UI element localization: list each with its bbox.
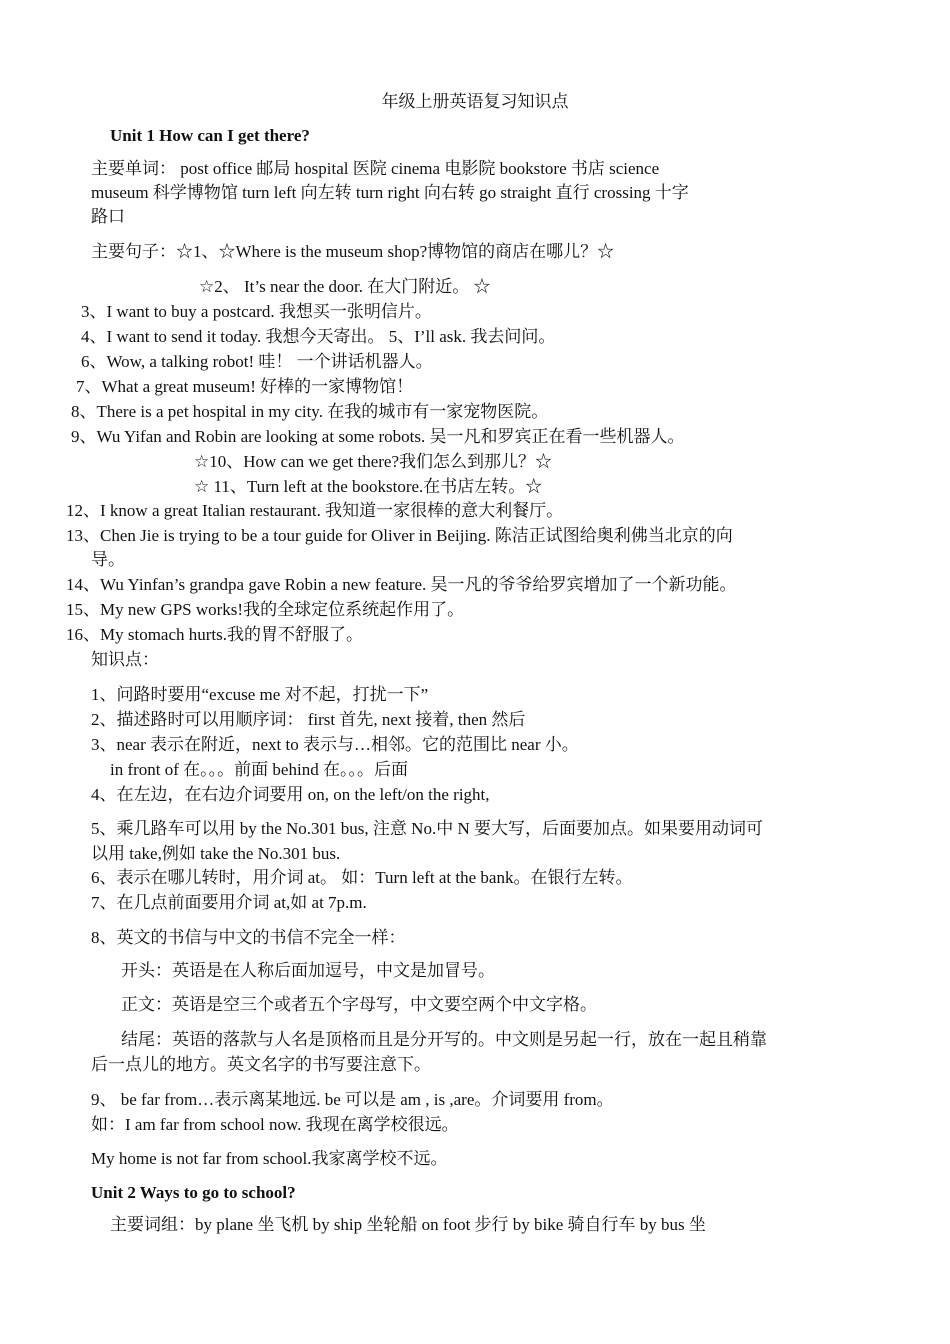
- sentence-16: 16、My stomach hurts.我的胃不舒服了。: [66, 625, 364, 644]
- sentence-12: 12、I know a great Italian restaurant. 我知道一家很棒的意大利餐厅。: [66, 501, 564, 520]
- point-9-example-2: My home is not far from school.我家离学校不远。: [91, 1149, 448, 1168]
- point-9-example-1: 如：I am far from school now. 我现在离学校很远。: [91, 1115, 459, 1134]
- point-8-opening: 开头：英语是在人称后面加逗号，中文是加冒号。: [121, 961, 495, 980]
- sentence-9: 9、Wu Yifan and Robin are looking at some robots. 吴一凡和罗宾正在看一些机器人。: [71, 427, 685, 446]
- point-2: 2、描述路时可以用顺序词： first 首先, next 接着, then 然后: [91, 710, 526, 729]
- sentence-6: 6、Wow, a talking robot! 哇！ 一个讲话机器人。: [81, 352, 433, 371]
- sentence-13-cont: 导。: [91, 550, 125, 569]
- sentence-4-5: 4、I want to send it today. 我想今天寄出。 5、I’ll ask. 我去问问。: [81, 327, 556, 346]
- vocab-line-2: museum 科学博物馆 turn left 向左转 turn right 向右转 go straight 直行 crossing 十字: [91, 183, 689, 202]
- point-8: 8、英文的书信与中文的书信不完全一样：: [91, 928, 406, 947]
- unit-2-phrases: 主要词组：by plane 坐飞机 by ship 坐轮船 on foot 步行 by bike 骑自行车 by bus 坐: [110, 1215, 706, 1234]
- sentence-8: 8、There is a pet hospital in my city. 在我的城市有一家宠物医院。: [71, 402, 549, 421]
- sentence-13: 13、Chen Jie is trying to be a tour guide for Oliver in Beijing. 陈洁正试图给奥利佛当北京的向: [66, 526, 733, 545]
- sentence-15: 15、My new GPS works!我的全球定位系统起作用了。: [66, 600, 465, 619]
- point-1: 1、问路时要用“excuse me 对不起，打扰一下”: [91, 685, 429, 704]
- point-5: 5、乘几路车可以用 by the No.301 bus, 注意 No.中 N 要大写，后面要加点。如果要用动词可: [91, 819, 763, 838]
- point-8-closing: 结尾：英语的落款与人名是顶格而且是分开写的。中文则是另起一行，放在一起且稍靠: [121, 1030, 767, 1049]
- point-5-cont: 以用 take,例如 take the No.301 bus.: [91, 844, 341, 863]
- sentence-11: ☆ 11、Turn left at the bookstore.在书店左转。☆: [194, 477, 543, 496]
- vocab-line-1: 主要单词： post office 邮局 hospital 医院 cinema 电影院 bookstore 书店 science: [91, 159, 660, 178]
- point-8-closing-cont: 后一点儿的地方。英文名字的书写要注意下。: [91, 1055, 431, 1074]
- page-title: 年级上册英语复习知识点: [381, 92, 569, 111]
- sentence-3: 3、I want to buy a postcard. 我想买一张明信片。: [81, 302, 432, 321]
- knowledge-heading: 知识点：: [91, 650, 159, 669]
- point-7: 7、在几点前面要用介词 at,如 at 7p.m.: [91, 893, 367, 912]
- point-6: 6、表示在哪儿转时，用介词 at。 如：Turn left at the bank。在银行左转。: [91, 868, 633, 887]
- sentence-2: ☆2、 It’s near the door. 在大门附近。 ☆: [199, 277, 491, 296]
- sentence-14: 14、Wu Yinfan’s grandpa gave Robin a new feature. 吴一凡的爷爷给罗宾增加了一个新功能。: [66, 575, 737, 594]
- unit-2-heading: Unit 2 Ways to go to school?: [91, 1183, 296, 1202]
- vocab-line-3: 路口: [91, 207, 125, 226]
- sentence-1: 主要句子：☆1、☆Where is the museum shop?博物馆的商店在哪儿？☆: [91, 242, 615, 261]
- point-9: 9、 be far from…表示离某地远. be 可以是 am , is ,are。介词要用 from。: [91, 1090, 614, 1109]
- sentence-10: ☆10、How can we get there?我们怎么到那儿？☆: [194, 452, 552, 471]
- point-4: 4、在左边，在右边介词要用 on, on the left/on the right,: [91, 785, 490, 804]
- sentence-7: 7、What a great museum! 好棒的一家博物馆！: [76, 377, 414, 396]
- point-3: 3、near 表示在附近，next to 表示与…相邻。它的范围比 near 小。: [91, 735, 579, 754]
- point-8-body: 正文：英语是空三个或者五个字母写，中文要空两个中文字格。: [121, 995, 597, 1014]
- point-3-cont: in front of 在。。。前面 behind 在。。。后面: [110, 760, 408, 779]
- unit-1-heading: Unit 1 How can I get there?: [110, 126, 310, 145]
